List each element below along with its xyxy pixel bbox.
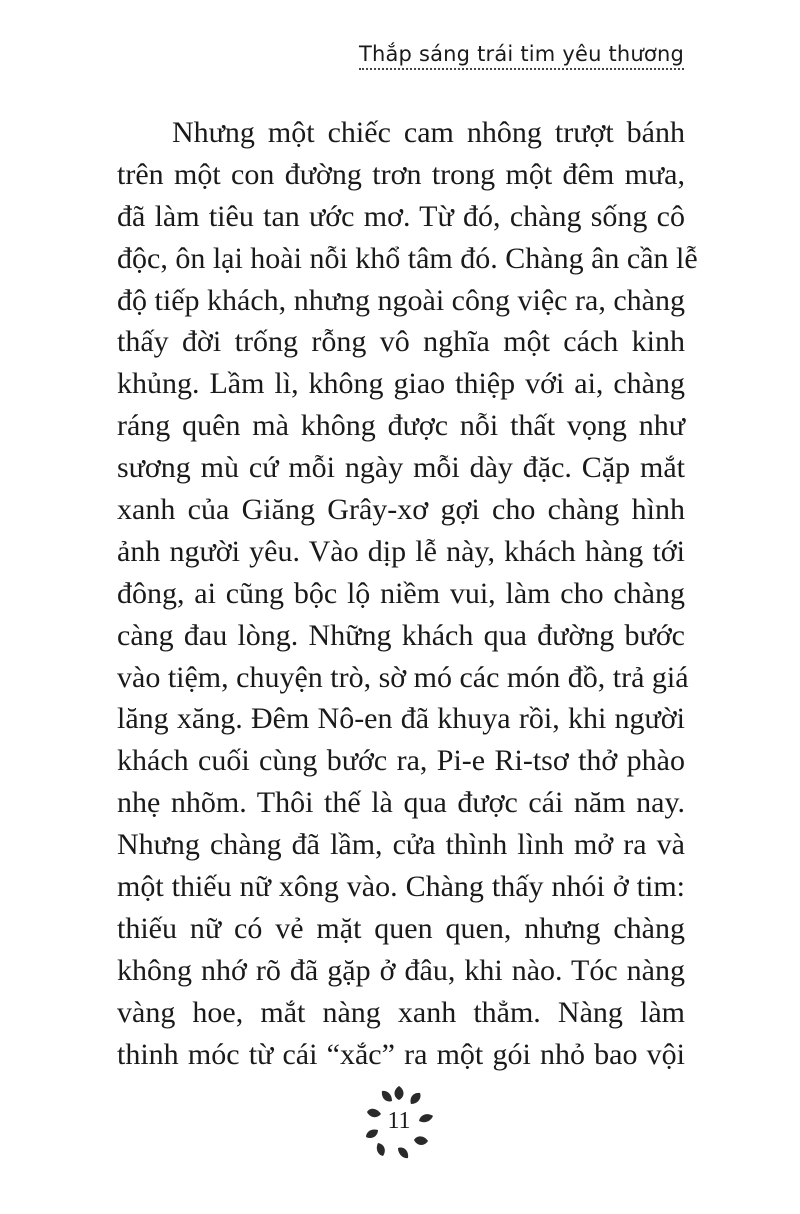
text-line: thinh móc từ cái “xắc” ra một gói nhỏ bao vội xyxy=(117,1037,685,1071)
text-line: thấy đời trống rỗng vô nghĩa một cách kinh xyxy=(117,325,685,359)
text-line: sương mù cứ mỗi ngày mỗi dày đặc. Cặp mắt xyxy=(117,451,685,485)
text-line: Nhưng một chiếc cam nhông trượt bánh xyxy=(172,116,685,149)
text-line: thiếu nữ có vẻ mặt quen quen, nhưng chàng xyxy=(117,911,685,945)
text-line: xanh của Giăng Grây-xơ gợi cho chàng hình xyxy=(117,493,685,527)
text-line: độc, ôn lại hoài nỗi khổ tâm đó. Chàng ân cần lễ xyxy=(117,241,698,275)
text-line: khách cuối cùng bước ra, Pi-e Ri-tsơ thở phào xyxy=(117,744,685,778)
text-line: đã làm tiêu tan ước mơ. Từ đó, chàng sống cô xyxy=(117,199,685,233)
page-number-ornament xyxy=(358,1082,440,1162)
text-line: vàng hoe, mắt nàng xanh thẳm. Nàng làm xyxy=(117,995,685,1029)
text-line: độ tiếp khách, nhưng ngoài công việc ra, chàng xyxy=(117,283,685,317)
text-line: không nhớ rõ đã gặp ở đâu, khi nào. Tóc nàng xyxy=(117,953,685,987)
text-line: lăng xăng. Đêm Nô-en đã khuya rồi, khi người xyxy=(117,702,685,736)
text-line: khủng. Lầm lì, không giao thiệp với ai, chàng xyxy=(117,367,685,401)
text-line: vào tiệm, chuyện trò, sờ mó các món đồ, trả giá xyxy=(117,660,689,694)
text-line: trên một con đường trơn trong một đêm mưa, xyxy=(117,157,685,191)
text-line: nhẹ nhõm. Thôi thế là qua được cái năm nay. xyxy=(117,786,685,820)
page-number: 11 xyxy=(387,1108,411,1134)
running-header: Thắp sáng trái tim yêu thương xyxy=(359,42,684,70)
text-line: Nhưng chàng đã lầm, cửa thình lình mở ra và xyxy=(117,828,685,862)
text-line: một thiếu nữ xông vào. Chàng thấy nhói ở tim: xyxy=(117,870,685,904)
text-line: ráng quên mà không được nỗi thất vọng như xyxy=(117,409,685,443)
text-line: càng đau lòng. Những khách qua đường bước xyxy=(117,618,685,652)
text-line: ảnh người yêu. Vào dịp lễ này, khách hàng tới xyxy=(117,534,685,568)
body-text xyxy=(117,112,698,1075)
text-line: đông, ai cũng bộc lộ niềm vui, làm cho chàng xyxy=(117,576,685,610)
